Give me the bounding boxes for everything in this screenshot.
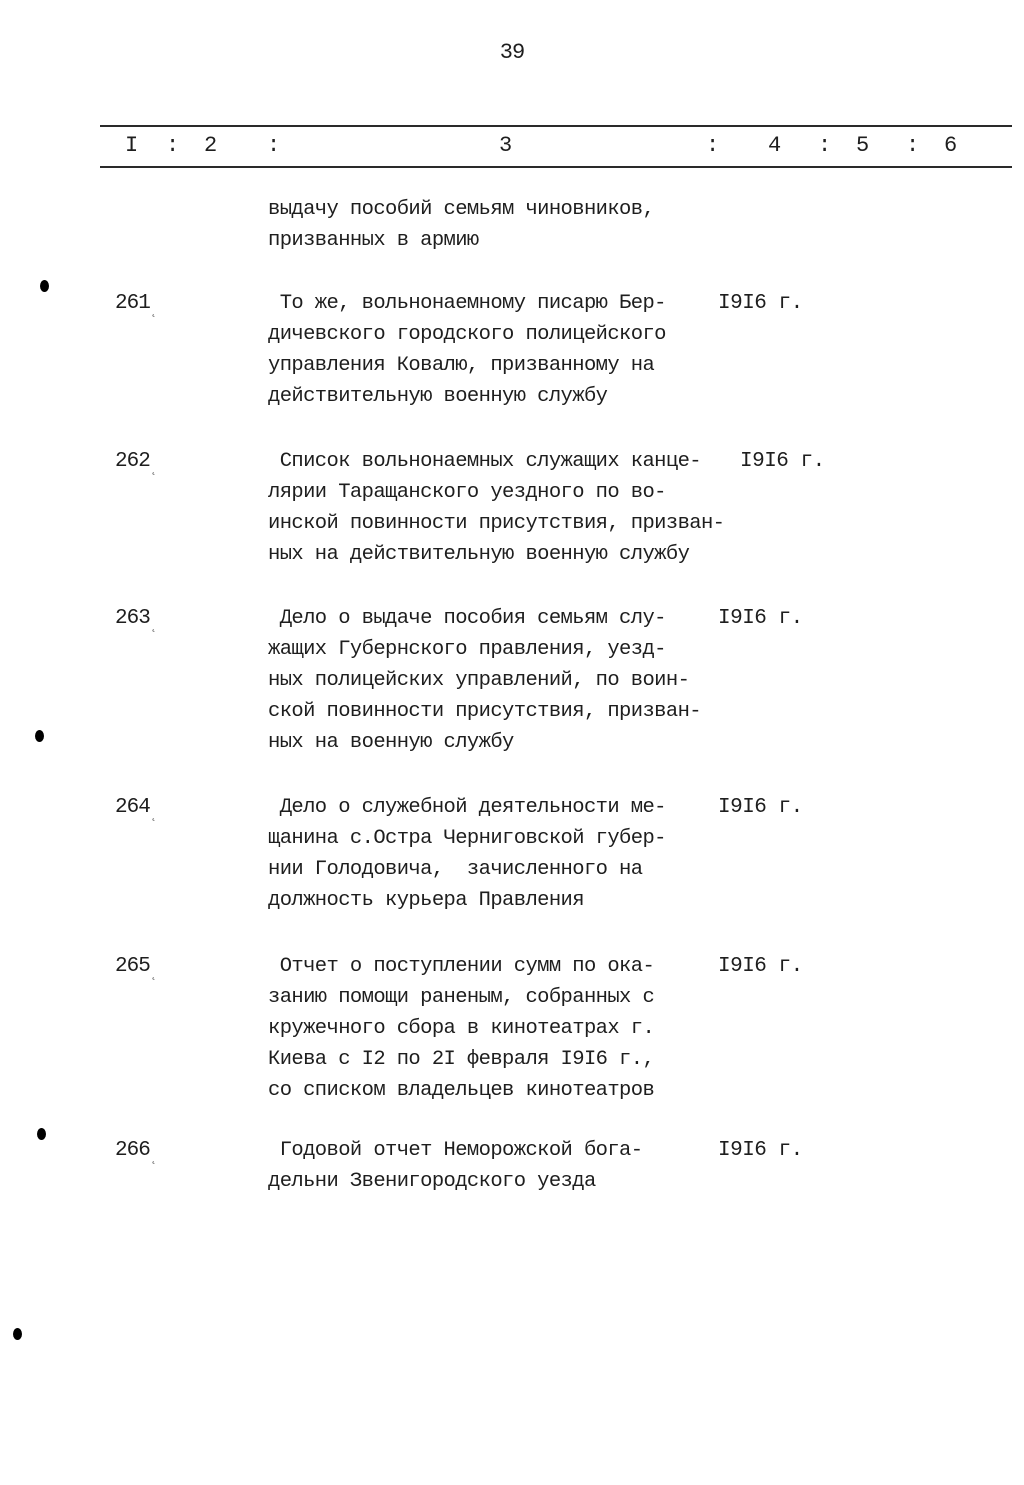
binding-hole-mark bbox=[40, 280, 49, 292]
text-line: щанина с.Остра Черниговской губер- bbox=[268, 827, 666, 850]
entry-year: I9I6 г. bbox=[740, 450, 825, 473]
text-line: инской повинности присутствия, призван- bbox=[268, 512, 725, 535]
column-header-3: 3 bbox=[499, 133, 513, 158]
entry-number: $266_˛$ bbox=[115, 1139, 157, 1165]
text-line: Дело о служебной деятельности ме- bbox=[268, 796, 666, 819]
entry-number: $265_˛$ bbox=[115, 955, 157, 981]
entry-title bbox=[268, 603, 718, 758]
entry-year: I9I6 г. bbox=[718, 796, 803, 819]
text-line: Киева с I2 по 2I февраля I9I6 г., bbox=[268, 1048, 655, 1071]
text-line: дичевского городского полицейского bbox=[268, 323, 666, 346]
check-mark: ˛ bbox=[149, 462, 157, 476]
continuation-text bbox=[268, 194, 718, 256]
binding-hole-mark bbox=[37, 1128, 46, 1140]
column-separator: : bbox=[267, 133, 281, 158]
check-mark: ˛ bbox=[149, 619, 157, 633]
check-mark: ˛ bbox=[149, 967, 157, 981]
column-header-5: 5 bbox=[856, 133, 870, 158]
binding-hole-mark bbox=[13, 1328, 22, 1340]
entry-title bbox=[268, 288, 718, 412]
entry-number: $264_˛$ bbox=[115, 796, 157, 822]
text-line: То же, вольнонаемному писарю Бер- bbox=[268, 292, 666, 315]
text-line: ных на действительную военную службу bbox=[268, 543, 690, 566]
entry-title bbox=[268, 951, 718, 1106]
text-line: Годовой отчет Неморожской бога- bbox=[268, 1139, 643, 1162]
column-header-2: 2 bbox=[204, 133, 218, 158]
check-mark: ˛ bbox=[149, 1151, 157, 1165]
check-mark: ˛ bbox=[149, 304, 157, 318]
column-header-1: I bbox=[125, 133, 139, 158]
entry-title bbox=[268, 792, 718, 916]
column-separator: : bbox=[706, 133, 720, 158]
entry-number: $263_˛$ bbox=[115, 607, 157, 633]
text-line: действительную военную службу bbox=[268, 385, 608, 408]
text-line: выдачу пособий семьям чиновников, bbox=[268, 198, 655, 221]
entry-year: I9I6 г. bbox=[718, 955, 803, 978]
header-rule-top bbox=[100, 125, 1012, 127]
column-header-4: 4 bbox=[768, 133, 782, 158]
text-line: со списком владельцев кинотеатров bbox=[268, 1079, 655, 1102]
column-separator: : bbox=[166, 133, 180, 158]
check-mark: ˛ bbox=[149, 808, 157, 822]
text-line: ской повинности присутствия, призван- bbox=[268, 700, 701, 723]
text-line: нии Голодовича, зачисленного на bbox=[268, 858, 643, 881]
column-header-6: 6 bbox=[944, 133, 958, 158]
text-line: жащих Губернского правления, уезд- bbox=[268, 638, 666, 661]
text-line: управления Ковалю, призванному на bbox=[268, 354, 655, 377]
header-rule-bottom bbox=[100, 166, 1012, 168]
entry-number: $261_˛$ bbox=[115, 292, 157, 318]
text-line: Дело о выдаче пособия семьям слу- bbox=[268, 607, 666, 630]
text-line: ных на военную службу bbox=[268, 731, 514, 754]
column-separator: : bbox=[818, 133, 832, 158]
binding-hole-mark bbox=[35, 730, 44, 742]
entry-title bbox=[268, 446, 725, 570]
entry-year: I9I6 г. bbox=[718, 607, 803, 630]
column-separator: : bbox=[906, 133, 920, 158]
entry-year: I9I6 г. bbox=[718, 1139, 803, 1162]
text-line: кружечного сбора в кинотеатрах г. bbox=[268, 1017, 655, 1040]
page-number: 39 bbox=[499, 40, 525, 65]
text-line: призванных в армию bbox=[268, 229, 479, 252]
text-line: должность курьера Правления bbox=[268, 889, 584, 912]
text-line: Отчет о поступлении сумм по ока- bbox=[268, 955, 655, 978]
entry-year: I9I6 г. bbox=[718, 292, 803, 315]
entry-title bbox=[268, 1135, 718, 1197]
text-line: занию помощи раненым, собранных с bbox=[268, 986, 655, 1009]
entry-number: $262_˛$ bbox=[115, 450, 157, 476]
text-line: ных полицейских управлений, по воин- bbox=[268, 669, 690, 692]
text-line: лярии Таращанского уездного по во- bbox=[268, 481, 666, 504]
text-line: дельни Звенигородского уезда bbox=[268, 1170, 596, 1193]
text-line: Список вольнонаемных служащих канце- bbox=[268, 450, 701, 473]
